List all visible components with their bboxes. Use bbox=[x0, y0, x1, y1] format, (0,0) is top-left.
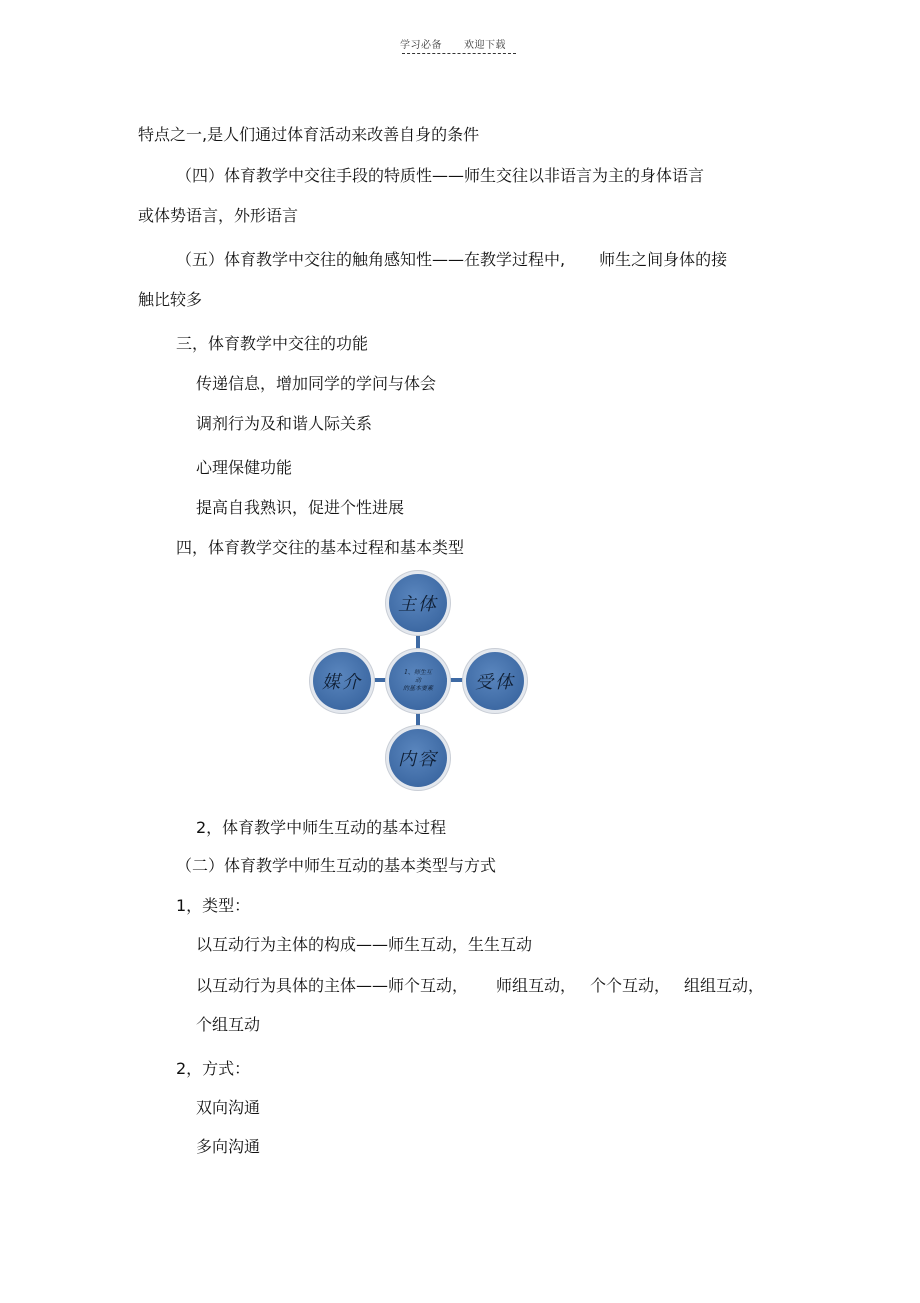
section-heading-3: 三，体育教学中交往的功能 bbox=[176, 334, 369, 353]
text-line-4 bbox=[176, 250, 727, 270]
node-medium bbox=[313, 652, 371, 710]
header-left-text: 学习必备 bbox=[400, 40, 442, 51]
text-line-8: 调剂行为及和谐人际关系 bbox=[196, 414, 373, 433]
text-line-3: 或体势语言，外形语言 bbox=[138, 206, 299, 225]
text-line-16 bbox=[196, 976, 764, 996]
text-line-16-part-c: 个个互动， bbox=[590, 976, 671, 995]
text-line-4-part-a: （五）体育教学中交往的触角感知性——在教学过程中, bbox=[176, 250, 566, 269]
node-content bbox=[389, 729, 447, 787]
node-center-line-2: 动 bbox=[414, 677, 421, 684]
node-center-line-3: 的基本要素 bbox=[402, 685, 433, 692]
text-line-16-part-d: 组组互动， bbox=[684, 976, 765, 995]
section-heading-2-2: （二）体育教学中师生互动的基本类型与方式 bbox=[176, 856, 497, 875]
header-divider bbox=[402, 53, 516, 54]
node-content-label: 内容 bbox=[398, 749, 438, 770]
node-subject-label: 主体 bbox=[398, 594, 438, 615]
text-line-9: 心理保健功能 bbox=[196, 458, 293, 477]
text-line-5: 触比较多 bbox=[138, 290, 203, 309]
interaction-elements-diagram bbox=[300, 565, 540, 795]
text-line-1: 特点之一,是人们通过体育活动来改善自身的条件 bbox=[138, 125, 480, 144]
text-line-15: 以互动行为主体的构成——师生互动，生生互动 bbox=[196, 935, 533, 954]
header-right-text: 欢迎下载 bbox=[464, 40, 506, 51]
text-line-16-part-b: 师组互动， bbox=[496, 976, 577, 995]
node-center bbox=[389, 652, 447, 710]
node-receiver bbox=[466, 652, 524, 710]
node-receiver-label: 受体 bbox=[475, 672, 515, 693]
text-line-12: 2，体育教学中师生互动的基本过程 bbox=[196, 818, 447, 837]
text-line-4-part-b: 师生之间身体的接 bbox=[599, 250, 728, 269]
node-center-text bbox=[403, 669, 433, 693]
node-medium-label: 媒介 bbox=[322, 672, 362, 693]
section-heading-4: 四，体育教学交往的基本过程和基本类型 bbox=[176, 538, 465, 557]
text-line-20: 多向沟通 bbox=[196, 1137, 261, 1156]
text-line-16-part-a: 以互动行为具体的主体——师个互动， bbox=[196, 976, 469, 995]
text-line-2: （四）体育教学中交往手段的特质性——师生交往以非语言为主的身体语言 bbox=[176, 166, 705, 185]
text-line-10: 提高自我熟识，促进个性进展 bbox=[196, 498, 405, 517]
subheading-methods: 2，方式： bbox=[176, 1059, 251, 1078]
text-line-17: 个组互动 bbox=[196, 1015, 261, 1034]
node-subject bbox=[389, 574, 447, 632]
page-header bbox=[400, 36, 520, 51]
node-center-line-1: 1、师生互 bbox=[404, 669, 432, 676]
text-line-19: 双向沟通 bbox=[196, 1098, 261, 1117]
text-line-7: 传递信息，增加同学的学问与体会 bbox=[196, 374, 437, 393]
subheading-types: 1，类型： bbox=[176, 896, 251, 915]
